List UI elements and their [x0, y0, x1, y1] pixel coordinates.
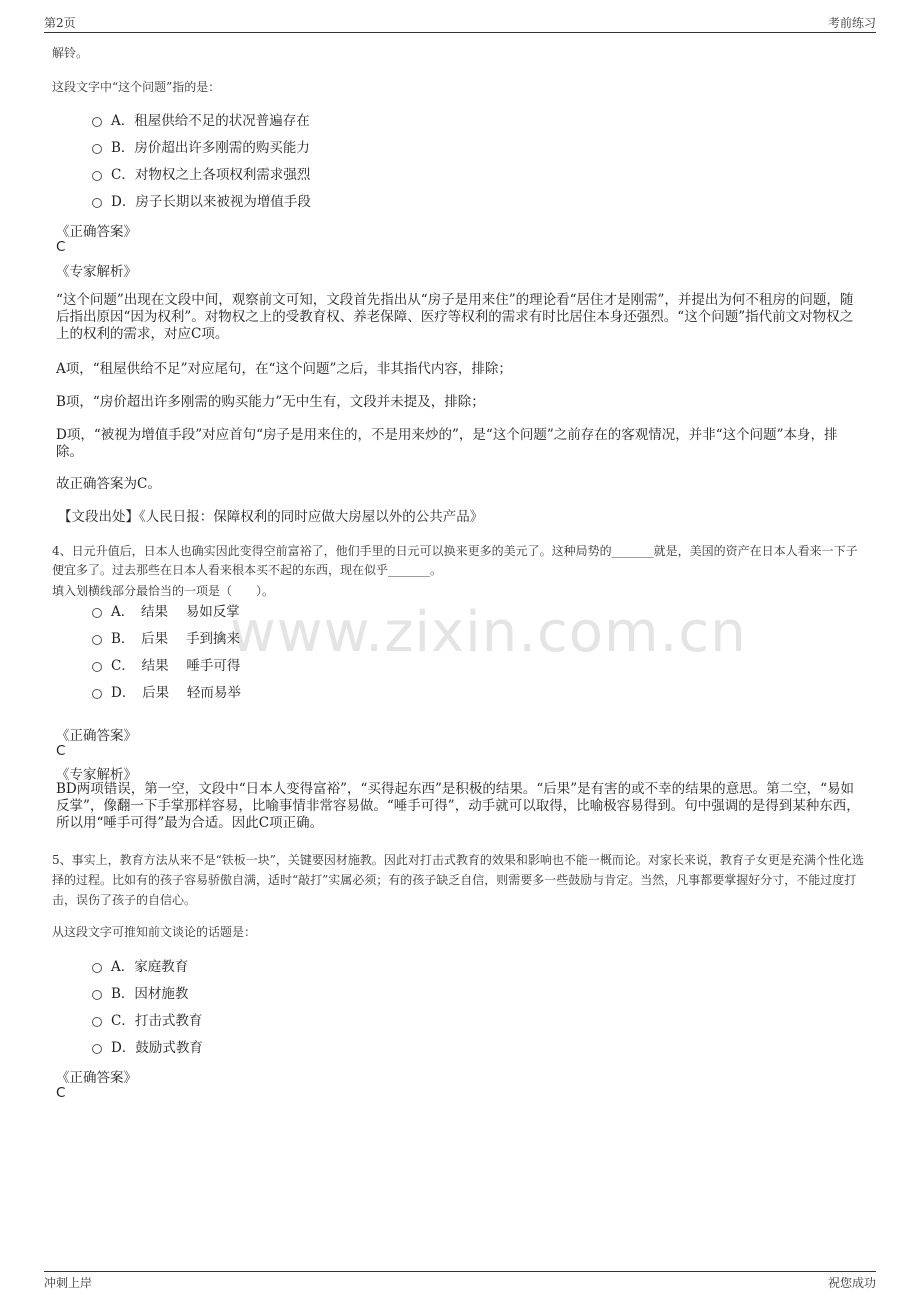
q4-stem: 4、日元升值后，日本人也确实因此变得空前富裕了，他们手里的日元可以换来更多的美元了。这种局势的_______就是，美国的资产在日本人看来一下子便宜多了。过去那些在日本人看来根本买不起的东西，现在似乎_______。 — [52, 544, 858, 577]
page-header — [44, 14, 876, 33]
q3-option-a[interactable] — [92, 110, 310, 128]
radio-icon[interactable] — [92, 662, 102, 672]
radio-icon[interactable] — [92, 635, 102, 645]
q4-answer-label: 《正确答案》 — [56, 728, 137, 744]
option-label: A．租屋供给不足的状况普遍存在 — [111, 113, 310, 129]
q3-analysis-label: 《专家解析》 — [56, 264, 137, 280]
option-label: C． 结果 唾手可得 — [111, 658, 241, 674]
q3-conclusion: 故正确答案为C。 — [56, 476, 161, 492]
option-label: B．因材施教 — [111, 986, 189, 1002]
q3-option-c[interactable] — [92, 164, 310, 182]
option-label: A． 结果 易如反掌 — [111, 604, 240, 620]
option-label: D． 后果 轻而易举 — [111, 685, 241, 701]
q3-option-d[interactable] — [92, 191, 311, 209]
q4-option-a[interactable] — [92, 601, 240, 619]
footer-left-text: 冲刺上岸 — [44, 1276, 93, 1290]
q4-option-c[interactable] — [92, 655, 240, 673]
q4-option-d[interactable] — [92, 682, 241, 700]
radio-icon[interactable] — [92, 990, 102, 1000]
q3-analysis-b: B项，“房价超出许多刚需的购买能力”无中生有，文段并未提及，排除； — [56, 394, 485, 410]
option-label: C．对物权之上各项权利需求强烈 — [111, 167, 311, 183]
q4-analysis-label: 《专家解析》 — [56, 767, 137, 783]
option-label: D．房子长期以来被视为增值手段 — [111, 194, 311, 210]
q5-answer: C — [56, 1085, 66, 1101]
q5-option-d[interactable] — [92, 1037, 203, 1055]
q5-stem: 5、事实上，教育方法从来不是“铁板一块”，关键要因材施教。因此对打击式教育的效果和影响也不能一概而论。对家长来说，教育子女更是充满个性化选择的过程。比如有的孩子容易骄傲自满，适时“敲打”实属必须；有的孩子缺乏自信，则需要多一些鼓励与肯定。当然，凡事都要掌握好分寸，不能过度打击，误伤了孩子的自信心。 — [52, 853, 864, 907]
q4-option-b[interactable] — [92, 628, 240, 646]
radio-icon[interactable] — [92, 608, 102, 618]
radio-icon[interactable] — [92, 1044, 102, 1054]
option-label: D．鼓励式教育 — [111, 1040, 203, 1056]
radio-icon[interactable] — [92, 1017, 102, 1027]
option-label: B．房价超出许多刚需的购买能力 — [111, 140, 310, 156]
q5-option-c[interactable] — [92, 1010, 202, 1028]
q5-option-b[interactable] — [92, 983, 188, 1001]
radio-icon[interactable] — [92, 144, 102, 154]
option-label: A．家庭教育 — [111, 959, 189, 975]
option-label: B． 后果 手到擒来 — [111, 631, 240, 647]
q4-analysis: BD两项错误，第一空，文段中“日本人变得富裕”，“买得起东西”是积极的结果。“后果”是有害的或不幸的结果的意思。第二空，“易如反掌”，像翻一下手掌那样容易，比喻事情非常容易做。“唾手可得”，动手就可以取得，比喻极容易得到。句中强调的是得到某种东西，所以用“唾手可得”最为合适。因此C项正确。 — [56, 781, 860, 831]
footer-right-text: 祝您成功 — [827, 1276, 876, 1290]
q5-option-a[interactable] — [92, 956, 188, 974]
q3-answer: C — [56, 239, 66, 255]
q5-answer-label: 《正确答案》 — [56, 1070, 137, 1086]
q4-question: 填入划横线部分最恰当的一项是（ ）。 — [52, 584, 275, 598]
radio-icon[interactable] — [92, 689, 102, 699]
radio-icon[interactable] — [92, 171, 102, 181]
q3-analysis-paragraph: “这个问题”出现在文段中间，观察前文可知，文段首先指出从“房子是用来住”的理论看“居住才是刚需”，并提出为何不租房的问题，随后指出原因“因为权利”。对物权之上的受教育权、养老保障、医疗等权利的需求有时比居住本身还强烈。“这个问题”指代前文对物权之上的权利的需求，对应C项。 — [56, 292, 854, 342]
q3-option-b[interactable] — [92, 137, 310, 155]
radio-icon[interactable] — [92, 198, 102, 208]
watermark: www.zixin.com.cn — [230, 600, 747, 665]
q3-source: 【文段出处】《人民日报：保障权利的同时应做大房屋以外的公共产品》 — [58, 509, 484, 525]
q3-tail: 解铃。 — [52, 46, 89, 60]
q3-question: 这段文字中“这个问题”指的是： — [52, 80, 221, 94]
q3-answer-label: 《正确答案》 — [56, 224, 137, 240]
radio-icon[interactable] — [92, 117, 102, 127]
q3-analysis-a: A项，“租屋供给不足”对应尾句，在“这个问题”之后，非其指代内容，排除； — [56, 361, 512, 377]
q5-question: 从这段文字可推知前文谈论的话题是： — [52, 925, 257, 939]
option-label: C．打击式教育 — [111, 1013, 203, 1029]
page-footer — [44, 1271, 876, 1290]
q3-analysis-d: D项，“被视为增值手段”对应首句“房子是用来住的，不是用来炒的”，是“这个问题”之前存在的客观情况，并非“这个问题”本身，排除。 — [56, 427, 838, 460]
header-label: 考前练习 — [827, 16, 876, 30]
page-number: 第2页 — [44, 16, 76, 30]
q4-answer: C — [56, 743, 66, 759]
radio-icon[interactable] — [92, 963, 102, 973]
